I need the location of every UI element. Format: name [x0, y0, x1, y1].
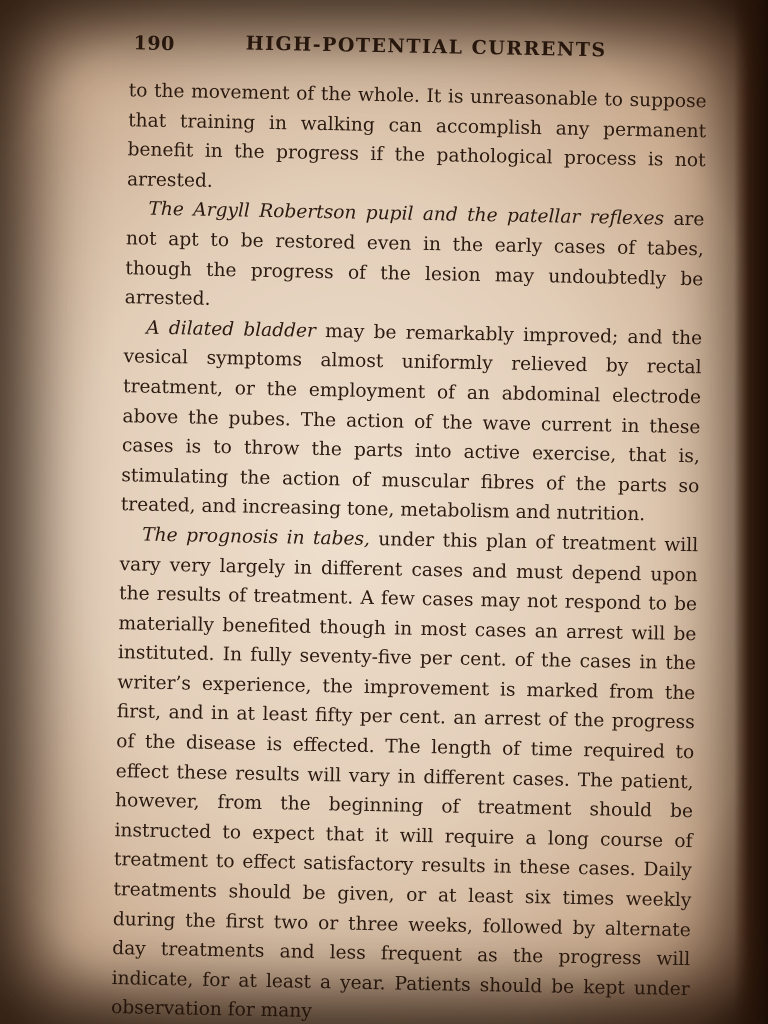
book-page	[99, 26, 708, 1023]
paragraph-lead: A dilated bladder	[146, 317, 317, 342]
paragraph-text: to the movement of the whole. It is unreasonable to suppose that training in walking can accomplish any permanent benefit in the progress if the pathological process is not arrested.	[126, 80, 707, 192]
paragraph-prognosis	[111, 520, 699, 1024]
paragraph-dilated-bladder	[121, 313, 703, 531]
paragraph-text: may be remarkably improved; and the vesical symptoms almost uniformly relieved by rectal treatment, or the employment of an abdominal electrode above the pubes. The action of the wave current in these cases is to throw the parts into active exercise, that is, stimulating the action of muscular fibres of the parts so treated, and increasing tone, metabolism and nutrition.	[120, 320, 703, 526]
paragraph-lead: The prognosis in tabes,	[142, 524, 371, 550]
book-spine-shadow	[734, 0, 768, 1024]
running-title: HIGH-POTENTIAL CURRENTS	[245, 32, 607, 62]
page-header	[117, 26, 708, 73]
page-number: 190	[133, 32, 176, 56]
paragraph-continuation	[127, 76, 707, 205]
paragraph-lead: The Argyll Robertson pupil and the patellar reflexes	[148, 198, 665, 230]
paragraph-text: are not apt to be restored even in the early cases of tabes, though the progress of the lesion may undoubtedly be arrested.	[124, 208, 705, 310]
page-body	[111, 76, 707, 1024]
paragraph-argyll-robertson	[124, 195, 704, 324]
paragraph-text: under this plan of treatment will vary very largely in different cases and must depend upon the results of treatment. A few cases may not respond to be materially benefited though in most cases an arrest will be instituted. In fully seventy-five per cent. of the cases in the writer’s experience, the improvement is marked from the first, and in at least fifty per cent. an arrest of the progress of the disease is effected. The length of time required to effect these results will vary in different cases. The patient, however, from the beginning of treatment should be instructed to expect that it will require a long course of treatment to effect satisfactory results in these cases. Daily treatments should be given, or at least six times weekly during the first two or three weeks, followed by alternate day treatments and less frequent as the progress will indicate, for at least a year. Patients should be kept under observation for many	[110, 528, 699, 1023]
